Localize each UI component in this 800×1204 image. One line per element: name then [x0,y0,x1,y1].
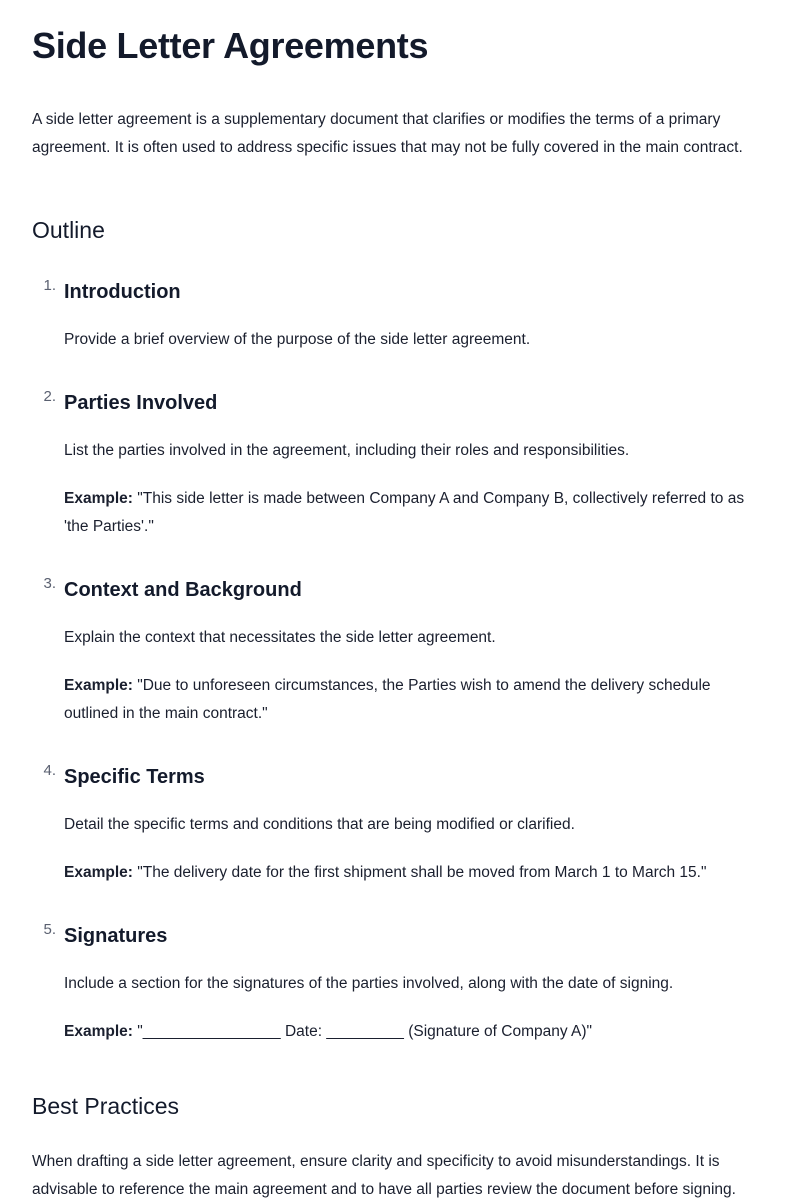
outline-item-introduction [32,277,768,354]
list-number: 4. [43,762,56,779]
item-example [64,859,768,887]
list-number: 2. [43,388,56,405]
best-practices-paragraph: When drafting a side letter agreement, ensure clarity and specificity to avoid misunderstandings. It is advisable to reference the main agreement and to have all parties review the document before signing. [32,1153,736,1198]
item-description: Include a section for the signatures of the parties involved, along with the date of signing. [64,975,674,992]
example-text: "The delivery date for the first shipment shall be moved from March 1 to March 15." [137,864,707,881]
page-title: Side Letter Agreements [32,25,429,66]
example-label: Example: [64,864,133,881]
list-number: 3. [43,575,56,592]
item-example [64,672,768,728]
item-title: Parties Involved [64,392,218,414]
list-number: 5. [43,921,56,938]
outline-list [32,277,768,1046]
outline-item-specific-terms [32,762,768,887]
example-text: "This side letter is made between Company A and Company B, collectively referred to as 'the Parties'." [64,490,745,535]
outline-item-signatures [32,921,768,1046]
list-number: 1. [43,277,56,294]
outline-heading: Outline [32,217,105,243]
item-title: Context and Background [64,579,302,601]
outline-item-context-and-background [32,575,768,728]
example-text: "Due to unforeseen circumstances, the Parties wish to amend the delivery schedule outlined in the main contract." [64,677,711,722]
intro-paragraph: A side letter agreement is a supplementary document that clarifies or modifies the terms of a primary agreement. It is often used to address specific issues that may not be fully covered in the main contract. [32,111,743,156]
outline-item-parties-involved [32,388,768,541]
item-description: Provide a brief overview of the purpose of the side letter agreement. [64,331,531,348]
best-practices-heading: Best Practices [32,1093,179,1119]
item-example [64,1018,768,1046]
example-label: Example: [64,1023,133,1040]
item-title: Signatures [64,925,168,947]
item-example [64,485,768,541]
example-text: "________________ Date: _________ (Signature of Company A)" [137,1023,593,1040]
item-description: List the parties involved in the agreement, including their roles and responsibilities. [64,442,630,459]
item-description: Detail the specific terms and conditions that are being modified or clarified. [64,816,575,833]
example-label: Example: [64,677,133,694]
item-description: Explain the context that necessitates the side letter agreement. [64,629,496,646]
item-title: Specific Terms [64,766,205,788]
example-label: Example: [64,490,133,507]
item-title: Introduction [64,281,181,303]
